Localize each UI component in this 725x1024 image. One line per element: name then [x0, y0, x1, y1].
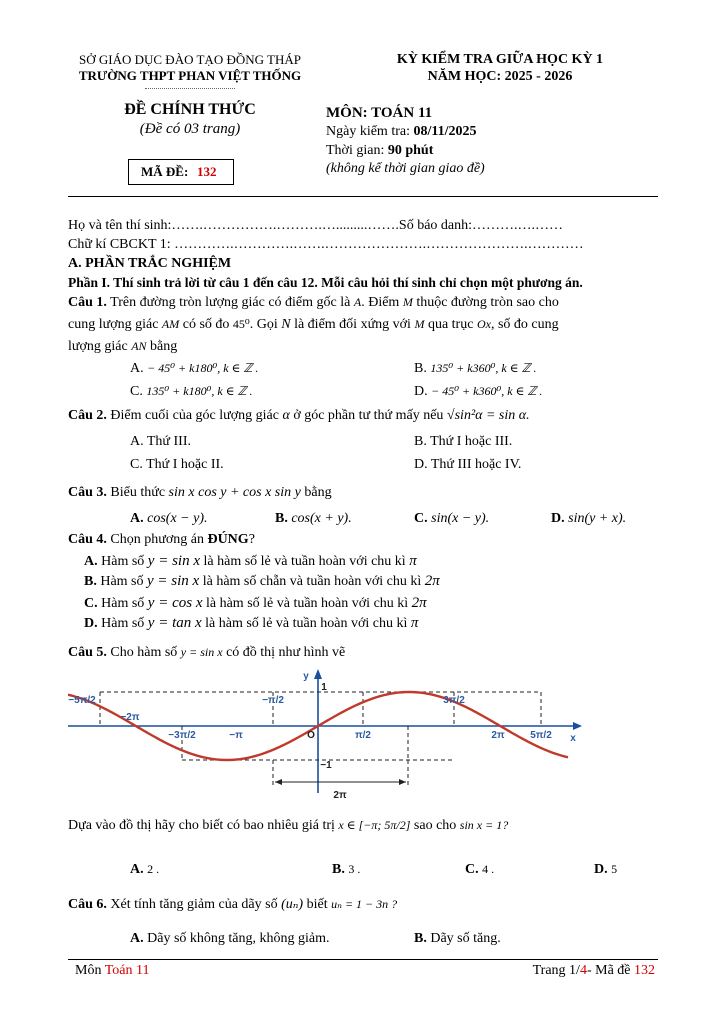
q4-option-c[interactable]: C. Hàm số y = cos x là hàm số lẻ và tuần hoàn với chu kì 2π: [84, 595, 427, 611]
q4-question: Câu 4. Chọn phương án ĐÚNG?: [68, 532, 255, 547]
graph-label-one: 1: [321, 682, 327, 693]
q6-question: Câu 6. Xét tính tăng giảm của dãy số (uₙ) biết uₙ = 1 − 3n ?: [68, 897, 398, 912]
graph-label-3pi2: 3π/2: [443, 695, 465, 706]
q2-question: Câu 2. Điểm cuối của góc lượng giác α ở góc phần tư thứ mấy nếu √sin²α = sin α.: [68, 408, 530, 423]
exam-time-label: Thời gian:: [326, 143, 385, 158]
graph-guides: [100, 692, 541, 787]
q2-option-c[interactable]: C. Thứ I hoặc II.: [130, 457, 224, 472]
sine-graph: [68, 665, 588, 800]
q2-condition: √sin²α = sin α.: [446, 408, 530, 423]
q5-question: Câu 5. Cho hàm số y = sin x có đồ thị như hình vẽ: [68, 645, 346, 660]
graph-label-mpi: −π: [229, 730, 243, 741]
q3-option-c[interactable]: C. sin(x − y).: [414, 511, 490, 526]
q1-line1: Câu 1. Trên đường tròn lượng giác có điểm gốc là A. Điểm M thuộc đường tròn sao cho: [68, 295, 559, 310]
graph-label-x: x: [570, 733, 576, 744]
exam-time-note: (không kể thời gian giao đề): [326, 161, 485, 176]
q1-option-b[interactable]: B. 135⁰ + k360⁰, k ∈ ℤ .: [414, 361, 537, 376]
graph-label-m5pi2: −5π/2: [68, 695, 96, 706]
q3-option-b[interactable]: B. cos(x + y).: [275, 511, 352, 526]
graph-label-5pi2: 5π/2: [530, 730, 552, 741]
student-name-line: Họ và tên thí sinh:…….…………….……….….........…….Số báo danh:……….….……: [68, 218, 564, 233]
graph-label-period: 2π: [333, 790, 347, 800]
q6-option-b[interactable]: B. Dãy số tăng.: [414, 931, 501, 946]
exam-date-row: [326, 124, 477, 140]
header-divider: [145, 88, 235, 89]
page-count: (Đề có 03 trang): [139, 121, 241, 137]
q4-option-b[interactable]: B. Hàm số y = sin x là hàm số chẵn và tuần hoàn với chu kì 2π: [84, 573, 440, 589]
q1-option-a[interactable]: A. − 45⁰ + k180⁰, k ∈ ℤ .: [130, 361, 259, 376]
exam-date-label: Ngày kiểm tra:: [326, 124, 410, 139]
graph-label-minus_one: −1: [320, 760, 332, 771]
q5-ask: Dựa vào đồ thị hãy cho biết có bao nhiêu giá trị x ∈ [−π; 5π/2] sao cho sin x = 1?: [68, 818, 509, 833]
q3-expression: sin x cos y + cos x sin y: [168, 485, 301, 500]
graph-label-m2pi: −2π: [120, 712, 140, 723]
q1-option-d[interactable]: D. − 45⁰ + k360⁰, k ∈ ℤ .: [414, 384, 543, 399]
q4-option-d[interactable]: D. Hàm số y = tan x là hàm số lẻ và tuần hoàn với chu kì π: [84, 615, 419, 631]
x-axis-arrow-icon: [573, 722, 582, 730]
q2-option-b[interactable]: B. Thứ I hoặc III.: [414, 434, 513, 449]
exam-code-label: MÃ ĐỀ:: [141, 164, 189, 179]
q1-option-c[interactable]: C. 135⁰ + k180⁰, k ∈ ℤ .: [130, 384, 253, 399]
q1-label: Câu 1.: [68, 295, 107, 310]
q1-line2: cung lượng giác AM có số đo 45⁰. Gọi N là điểm đối xứng với M qua trục Ox, số đo cung: [68, 317, 559, 332]
q2-option-a[interactable]: A. Thứ III.: [130, 434, 192, 449]
header-separator: [68, 196, 658, 197]
q3-label: Câu 3.: [68, 485, 107, 500]
q3-question: Câu 3. Biểu thức sin x cos y + cos x sin y bằng: [68, 485, 332, 500]
q3-option-d[interactable]: D. sin(y + x).: [551, 511, 627, 526]
q4-option-a[interactable]: A. Hàm số y = sin x là hàm số lẻ và tuần hoàn với chu kì π: [84, 553, 417, 569]
q6-label: Câu 6.: [68, 897, 107, 912]
q5-option-b[interactable]: B. 3 .: [332, 862, 361, 877]
exam-code: 132: [197, 164, 217, 179]
q5-interval: x ∈ [−π; 5π/2]: [338, 818, 411, 832]
q2-option-d[interactable]: D. Thứ III hoặc IV.: [414, 457, 522, 472]
q5-option-d[interactable]: D. 5: [594, 862, 618, 877]
y-axis-arrow-icon: [314, 669, 322, 679]
q5-option-a[interactable]: A. 2 .: [130, 862, 160, 877]
q5-label: Câu 5.: [68, 645, 107, 660]
exam-date: 08/11/2025: [413, 124, 477, 139]
exam-title: KỲ KIỂM TRA GIỮA HỌC KỲ 1: [396, 52, 604, 67]
q5-option-c[interactable]: C. 4 .: [465, 862, 495, 877]
graph-label-2pi: 2π: [491, 730, 505, 741]
graph-label-O: O: [307, 730, 315, 741]
q1-point-a: A: [353, 295, 362, 309]
graph-label-mpi2: −π/2: [262, 695, 284, 706]
footer-subject: Môn Toán 11: [75, 963, 150, 978]
q6-option-a[interactable]: A. Dãy số không tăng, không giảm.: [130, 931, 330, 946]
part1-instruction: Phần I. Thí sinh trả lời từ câu 1 đến câu 12. Mỗi câu hỏi thí sinh chỉ chọn một phương án.: [68, 275, 583, 290]
graph-label-y: y: [303, 671, 309, 682]
footer-page: Trang 1/4- Mã đề 132: [532, 963, 655, 978]
proctor-sign-line: Chữ kí CBCKT 1: ………….………….…….………………….………………….…………: [68, 237, 584, 252]
exam-time: 90 phút: [387, 143, 434, 158]
q3-option-a[interactable]: A. cos(x − y).: [130, 511, 208, 526]
exam-time-row: [326, 143, 433, 159]
school-name: TRƯỜNG THPT PHAN VIỆT THỐNG: [78, 68, 302, 83]
graph-label-m3pi2: −3π/2: [168, 730, 196, 741]
subject-title: MÔN: TOÁN 11: [326, 105, 433, 121]
dept-name: SỞ GIÁO DỤC ĐÀO TẠO ĐỒNG THÁP: [79, 52, 301, 67]
official-title: ĐỀ CHÍNH THỨC: [124, 101, 256, 118]
q1-text: Trên đường tròn lượng giác có điểm gốc là: [110, 295, 351, 310]
q1-line3: lượng giác AN bằng: [68, 339, 178, 354]
section-a-title: A. PHẦN TRẮC NGHIỆM: [68, 256, 232, 271]
footer-separator: [68, 959, 658, 960]
q4-label: Câu 4.: [68, 532, 107, 547]
q2-label: Câu 2.: [68, 408, 107, 423]
school-year: NĂM HỌC: 2025 - 2026: [427, 69, 573, 84]
graph-label-pi2: π/2: [355, 730, 371, 741]
